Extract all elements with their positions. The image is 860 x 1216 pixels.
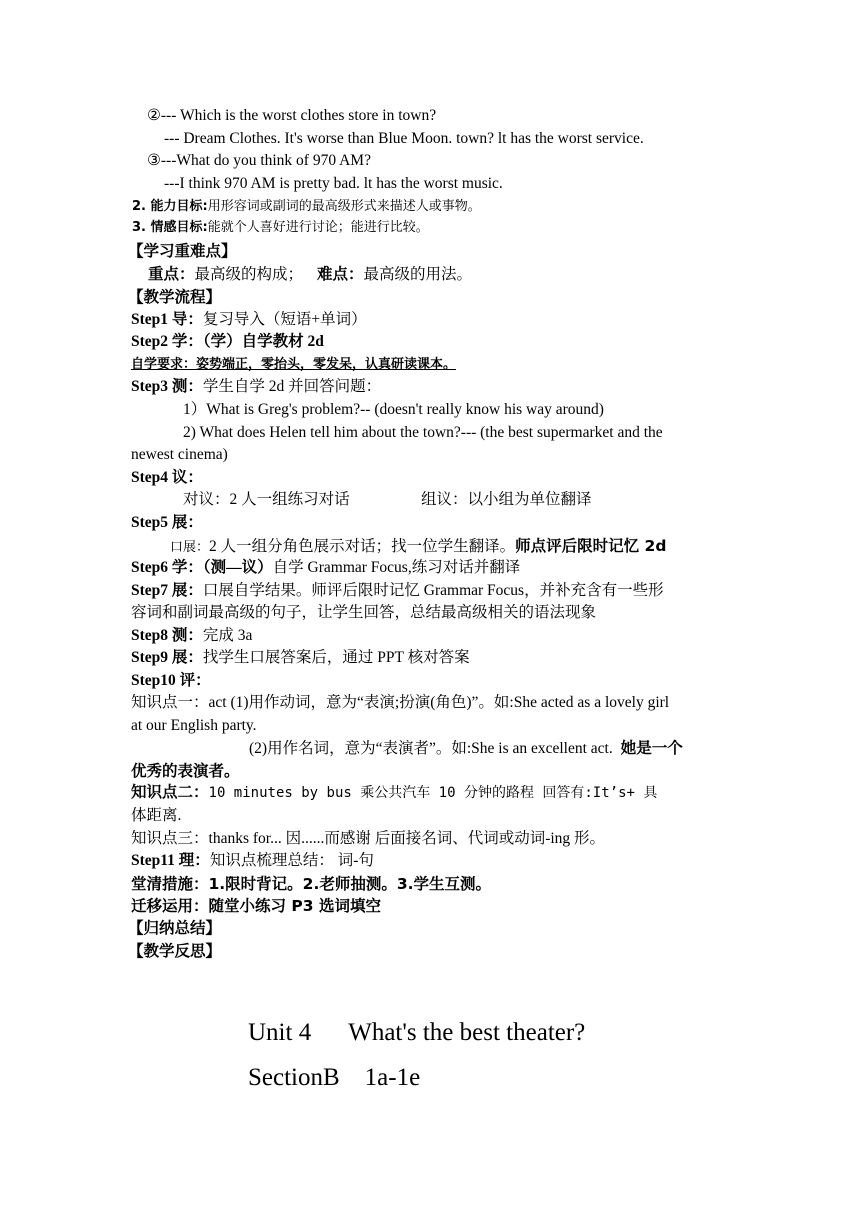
dialog-line-1: ②--- Which is the worst clothes store in town? bbox=[147, 107, 437, 124]
difficulty-label: 难点： bbox=[317, 265, 364, 283]
step1 bbox=[131, 310, 367, 330]
knowledge-point-1-line-3 bbox=[249, 738, 683, 759]
unit-title: Unit 4 What's the best theater? bbox=[248, 1019, 586, 1046]
step5-content bbox=[170, 536, 666, 558]
step9-text: 找学生口展答案后，通过 PPT 核对答案 bbox=[202, 649, 470, 666]
self-study-requirement: 自学要求：姿势端正，零抬头，零发呆，认真研读课本。 bbox=[131, 357, 457, 372]
ability-goal-label: 2. 能力目标: bbox=[132, 199, 208, 214]
step3-label: Step3 测： bbox=[131, 378, 203, 395]
question-2-line-1: 2) What does Helen tell him about the town?--- (the best supermarket and the bbox=[183, 424, 663, 441]
step4-label: Step4 议： bbox=[131, 469, 203, 486]
class-measures: 堂清措施：1.限时背记。2.老师抽测。3.学生互测。 bbox=[131, 875, 492, 893]
step8-text: 完成 3a bbox=[202, 627, 253, 644]
knowledge-point-1-line-4: 优秀的表演者。 bbox=[131, 762, 240, 780]
step7-label: Step7 展： bbox=[131, 582, 203, 599]
keypoints-heading: 【学习重难点】 bbox=[128, 242, 237, 260]
emotion-goal bbox=[132, 218, 429, 238]
kp2-label: 知识点二： bbox=[131, 784, 209, 801]
step2: Step2 学：（学）自学教材 2d bbox=[131, 333, 324, 350]
step6-text: 自学 Grammar Focus,练习对话并翻译 bbox=[272, 559, 521, 576]
kp1-text-3a: (2)用作名词，意为“表演者”。如:She is an excellent act. bbox=[249, 740, 613, 757]
step11 bbox=[131, 851, 374, 871]
step1-label: Step1 导： bbox=[131, 311, 203, 328]
dialog-line-2: --- Dream Clothes. It's worse than Blue Moon. town? lt has the worst service. bbox=[164, 130, 644, 147]
key-label: 重点： bbox=[148, 265, 195, 283]
transfer-application: 迁移运用：随堂小练习 P3 选词填空 bbox=[131, 897, 381, 915]
summary-heading: 【归纳总结】 bbox=[128, 919, 222, 937]
step8 bbox=[131, 626, 252, 646]
step6 bbox=[131, 558, 520, 578]
knowledge-point-1-line-2: at our English party. bbox=[131, 717, 257, 734]
step4-group-discussion: 组议：以小组为单位翻译 bbox=[421, 491, 592, 508]
kp1-text-1: act (1)用作动词，意为“表演;扮演(角色)”。如:She acted as a lovely girl bbox=[208, 694, 670, 711]
key-text: 最高级的构成； bbox=[194, 265, 304, 283]
knowledge-point-3 bbox=[131, 829, 605, 849]
step7-line-1 bbox=[131, 581, 664, 601]
kp1-label: 知识点一： bbox=[131, 694, 209, 711]
step9 bbox=[131, 648, 470, 668]
emotion-goal-label: 3. 情感目标: bbox=[132, 220, 208, 235]
kp1-text-3b: 她是一个 bbox=[620, 739, 683, 757]
difficulty-text: 最高级的用法。 bbox=[363, 265, 473, 283]
step10-label: Step10 评： bbox=[131, 672, 211, 689]
question-2-line-2: newest cinema) bbox=[131, 446, 228, 463]
knowledge-point-2-line-1 bbox=[131, 783, 657, 803]
step5-bold-text: 师点评后限时记忆 2d bbox=[515, 537, 667, 555]
knowledge-point-1-line-1 bbox=[131, 693, 669, 713]
ability-goal-text: 用形容词或副词的最高级形式来描述人或事物。 bbox=[207, 199, 481, 214]
step1-text: 复习导入（短语+单词） bbox=[202, 311, 367, 328]
kp3-text: thanks for... 因......而感谢 后面接名词、代词或动词-ing 形。 bbox=[208, 830, 606, 847]
emotion-goal-text: 能就个人喜好进行讨论；能进行比较。 bbox=[207, 220, 429, 235]
section-title: SectionB 1a-1e bbox=[248, 1064, 421, 1091]
knowledge-point-2-line-2: 体距离. bbox=[131, 807, 182, 824]
step3-text: 学生自学 2d 并回答问题： bbox=[202, 378, 382, 395]
kp2-text-1: 10 minutes by bus 乘公共汽车 10 分钟的路程 回答有:It’s+ 具 bbox=[208, 785, 658, 801]
question-1: 1）What is Greg's problem?-- (doesn't really know his way around) bbox=[183, 401, 604, 418]
step11-text: 知识点梳理总结： 词-句 bbox=[209, 852, 374, 869]
step5-label: Step5 展： bbox=[131, 514, 203, 531]
step9-label: Step9 展： bbox=[131, 649, 203, 666]
flow-heading: 【教学流程】 bbox=[128, 288, 222, 306]
step4-pair-discussion: 对议：2 人一组练习对话 bbox=[183, 491, 350, 508]
step8-label: Step8 测： bbox=[131, 627, 203, 644]
step7-line-2: 容词和副词最高级的句子，让学生回答，总结最高级相关的语法现象 bbox=[131, 604, 597, 621]
step6-label: Step6 学：（测—议） bbox=[131, 559, 273, 576]
step11-label: Step11 理： bbox=[131, 852, 210, 869]
kp3-label: 知识点三： bbox=[131, 830, 209, 847]
dialog-line-3: ③---What do you think of 970 AM? bbox=[147, 152, 371, 169]
ability-goal bbox=[132, 197, 481, 217]
step7-text-1: 口展自学结果。师评后限时记忆 Grammar Focus，并补充含有一些形 bbox=[202, 582, 664, 599]
step5-text: 2 人一组分角色展示对话；找一位学生翻译。 bbox=[209, 538, 516, 555]
step3 bbox=[131, 377, 381, 397]
reflection-heading: 【教学反思】 bbox=[128, 942, 222, 960]
dialog-line-4: ---I think 970 AM is pretty bad. lt has the worst music. bbox=[164, 175, 503, 192]
keypoints-line bbox=[148, 264, 472, 284]
step5-oral-label: 口展： bbox=[170, 540, 210, 555]
